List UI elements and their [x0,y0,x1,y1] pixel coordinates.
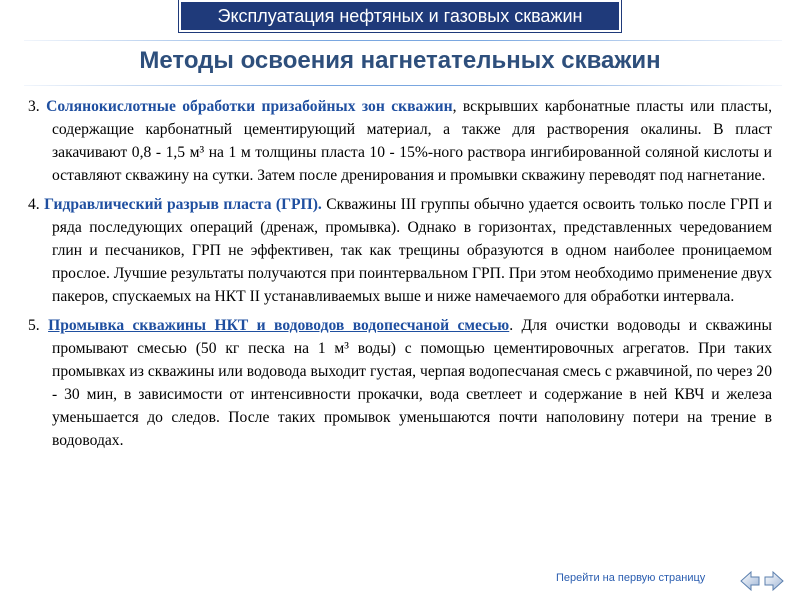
paragraph-number: 4. [28,196,40,213]
nav-arrows [740,568,784,594]
arrow-right-icon[interactable] [764,570,784,592]
first-page-link[interactable]: Перейти на первую страницу [556,572,706,584]
page-title: Методы освоения нагнетательных скважин [139,47,661,74]
content-body [28,95,772,458]
header-bar [179,0,621,32]
paragraph-heading: Солянокислотные обработки призабойных зон скважин [46,98,453,115]
paragraph-heading: Промывка скважины НКТ и водоводов водопесчаной смесью [48,317,510,334]
paragraph-3 [28,95,772,187]
title-rule-bottom [24,85,782,86]
arrow-left-icon[interactable] [740,570,760,592]
paragraph-text: , вскрывших карбонатные пласты или пласты, содержащие карбонатный цементирующий материал, а также для растворения окалины. В пласт закачивают 0,8 - 1,5 м³ на 1 м толщины пласта 10 - 15%-ного раствора ингибированной соляной кислоты и оставляют скважину на сутки. Затем после дренирования и промывки скважину переводят под нагнетание. [52,98,772,184]
paragraph-text: Скважины III группы обычно удается освоить только после ГРП и ряда последующих операций (дренаж, промывка). Однако в горизонтах, представленных чередованием глин и песчаников, ГРП не эффективен, так как трещины образуются в одном наиболее проницаемом прослое. Лучшие результаты получаются при поинтервальном ГРП. При этом необходимо применение двух пакеров, спускаемых на НКТ II устанавливаемых выше и ниже намечаемого для обработки интервала. [52,196,772,305]
paragraph-4 [28,193,772,308]
paragraph-5 [28,314,772,452]
header-title: Эксплуатация нефтяных и газовых скважин [217,5,583,26]
paragraph-number: 3. [28,98,40,115]
paragraph-number: 5. [28,317,40,334]
title-rule-top [24,40,782,41]
paragraph-heading: Гидравлический разрыв пласта (ГРП). [44,196,322,213]
paragraph-text: . Для очистки водоводы и скважины промывают смесью (50 кг песка на 1 м³ воды) с помощью цементировочных агрегатов. При таких промывках из скважины или водовода выходит густая, черпая водопесчаная смесь с ржавчиной, по через 20 - 30 мин, в зависимости от интенсивности прокачки, вода светлеет и содержание в ней КВЧ и железа уменьшается до следов. После таких промывок уменьшаются почти наполовину потери на трение в водоводах. [52,317,773,449]
